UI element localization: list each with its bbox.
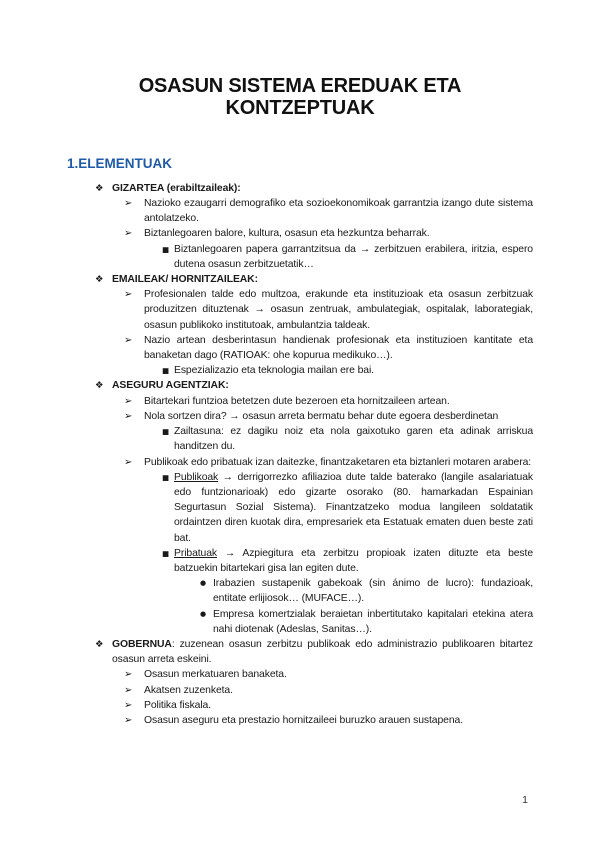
square-bullet-icon: ■	[162, 366, 169, 376]
arrow-bullet-icon: ➢	[124, 714, 133, 726]
list-item-text: Zailtasuna: ez dagiku noiz eta nola gaixotuko garen eta adinak arriskua handitzen du.	[174, 426, 533, 453]
list-item	[67, 196, 533, 226]
list-item-text: Biztanlegoaren papera garrantzitsua da → zerbitzuen erabilera, iritzia, espero dutena osasun zerbitzuetatik…	[174, 243, 533, 270]
bullet-list	[67, 181, 533, 728]
list-item	[67, 363, 533, 378]
list-item	[67, 683, 533, 698]
list-item	[67, 181, 533, 196]
page-number: 1	[522, 794, 528, 806]
square-bullet-icon: ■	[162, 427, 169, 437]
list-item	[67, 378, 533, 393]
list-item	[67, 698, 533, 713]
list-item-text: Osasun merkatuaren banaketa.	[144, 669, 287, 681]
list-item-text: Empresa komertzialak beraietan inbertitutako kapitalari etekina atera nahi diotenak (Adeslas, Sanitas…).	[213, 608, 533, 635]
arrow-bullet-icon: ➢	[124, 684, 133, 696]
list-item-lead: Pribatuak	[174, 547, 217, 559]
list-item-lead: Publikoak	[174, 471, 219, 483]
document-title: OSASUN SISTEMA EREDUAK ETA KONTZEPTUAK	[138, 75, 462, 119]
arrow-bullet-icon: ➢	[124, 198, 133, 210]
section-heading: 1.ELEMENTUAK	[67, 156, 173, 171]
list-item-text: Bitartekari funtzioa betetzen dute bezeroen eta hornitzaileen artean.	[144, 395, 450, 407]
list-item	[67, 713, 533, 728]
list-item-text: Nazio artean desberintasun handienak profesionak eta instituzioen kantitate eta banaketan dago (RATIOAK: ohe kopurua medikuko…).	[144, 334, 533, 362]
list-item-text: Publikoak → derrigorrezko afiliazioa dute talde baterako (langile asalariatuak edo funtzionarioak) edo gizarte osorako (80. hamarkadan Espainian Segurtasun Sozial Sistema). Finantzatzeko modua langileen soldatatik ordaintzen diren kuotak dira, empresariek eta Estatuak ematen duen beste zati bat.	[174, 471, 533, 544]
list-item-text: Espezializazio eta teknologia mailan ere bai.	[174, 365, 374, 377]
square-bullet-icon: ■	[162, 548, 169, 558]
arrow-bullet-icon: ➢	[124, 456, 133, 468]
arrow-bullet-icon: ➢	[124, 289, 133, 301]
square-bullet-icon: ■	[162, 244, 169, 254]
list-item-text: Biztanlegoaren balore, kultura, osasun eta hezkuntza beharrak.	[144, 228, 430, 240]
list-item	[67, 470, 533, 546]
arrow-bullet-icon: ➢	[124, 395, 133, 407]
list-item	[67, 576, 533, 606]
arrow-bullet-icon: ➢	[124, 669, 133, 681]
list-item-text: Akatsen zuzenketa.	[144, 684, 233, 696]
list-item	[67, 607, 533, 637]
arrow-bullet-icon: ➢	[124, 699, 133, 711]
arrow-bullet-icon: ➢	[124, 334, 133, 346]
list-item-lead: GOBERNUA	[112, 638, 172, 650]
diamond-bullet-icon: ❖	[95, 182, 104, 194]
diamond-bullet-icon: ❖	[95, 274, 104, 286]
list-item-text: Nola sortzen dira? → osasun arreta bermatu behar dute egoera desberdinetan	[144, 410, 499, 422]
list-item	[67, 546, 533, 576]
arrow-bullet-icon: ➢	[124, 228, 133, 240]
list-item-text: GIZARTEA (erabiltzaileak):	[112, 182, 241, 194]
list-item-text: GOBERNUA: zuzenean osasun zerbitzu publikoak edo administrazio publikoaren bitartez osasun arreta eskeini.	[112, 638, 533, 666]
list-item-text: EMAILEAK/ HORNITZAILEAK:	[112, 274, 258, 286]
list-item-text: Profesionalen talde edo multzoa, erakunde eta instituzioak eta osasun zerbitzuak produzitzen dituztenak → osasun zentruak, ambulategiak, ospitalak, laborategiak, osasun publikoko institutoak, ambulantzia taldeak.	[144, 289, 533, 331]
list-item	[67, 667, 533, 682]
list-item-text: Irabazien sustapenik gabekoak (sin ánimo de lucro): fundazioak, entitate erlijiosok… (MUFACE…).	[213, 578, 533, 605]
diamond-bullet-icon: ❖	[95, 380, 104, 392]
list-item	[67, 409, 533, 424]
list-item	[67, 287, 533, 333]
list-item-text: Publikoak edo pribatuak izan daitezke, finantzaketaren eta biztanleri motaren arabera:	[144, 456, 532, 468]
list-item	[67, 424, 533, 454]
dot-bullet-icon: ●	[200, 609, 207, 618]
dot-bullet-icon: ●	[200, 579, 207, 588]
list-item	[67, 455, 533, 470]
list-item	[67, 333, 533, 363]
list-item-text: Osasun aseguru eta prestazio hornitzaileei buruzko arauen sustapena.	[144, 714, 463, 726]
list-item-text: Politika fiskala.	[144, 699, 212, 711]
list-item	[67, 637, 533, 667]
list-item-text: Nazioko ezaugarri demografiko eta sozioekonomikoak garrantzia izango dute sistema antolatzeko.	[144, 198, 533, 225]
list-item	[67, 226, 533, 241]
list-item-text: ASEGURU AGENTZIAK:	[112, 380, 229, 392]
diamond-bullet-icon: ❖	[95, 638, 104, 650]
list-item	[67, 242, 533, 272]
square-bullet-icon: ■	[162, 472, 169, 482]
list-item	[67, 272, 533, 287]
list-item	[67, 394, 533, 409]
arrow-bullet-icon: ➢	[124, 410, 133, 422]
list-item-text: Pribatuak → Azpiegitura eta zerbitzu propioak izaten dituzte eta beste batzuekin bitartekari gisa lan egiten dute.	[174, 547, 533, 574]
